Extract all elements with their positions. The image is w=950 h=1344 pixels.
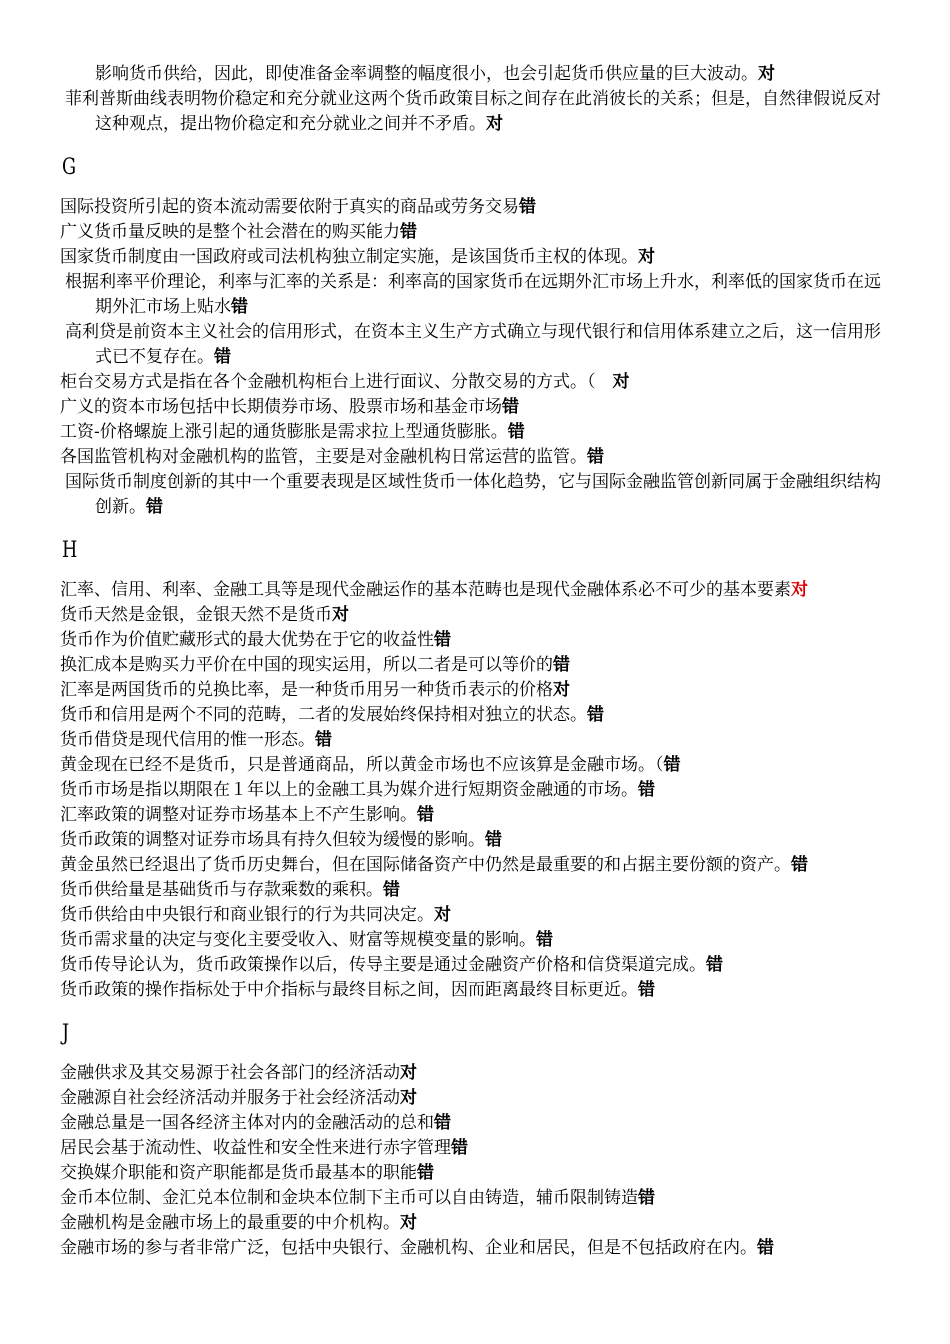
statement-text: 货币政策的调整对证券市场具有持久但较为缓慢的影响。 <box>60 830 485 850</box>
statement-text: 汇率、信用、利率、金融工具等是现代金融运作的基本范畴也是现代金融体系必不可少的基本要素 <box>60 580 791 600</box>
answer-mark: 错 <box>400 222 417 242</box>
answer-mark: 错 <box>706 955 723 975</box>
answer-mark: 错 <box>507 422 525 442</box>
answer-mark: 错 <box>383 880 400 900</box>
answer-mark: 错 <box>791 855 808 875</box>
statement-text: 金融源自社会经济活动并服务于社会经济活动 <box>60 1088 400 1108</box>
statement-line <box>60 978 894 1003</box>
statement-text: 金融市场的参与者非常广泛，包括中央银行、金融机构、企业和居民，但是不包括政府在内。 <box>60 1238 757 1258</box>
statement-text: 货币和信用是两个不同的范畴，二者的发展始终保持相对独立的状态。 <box>60 705 587 725</box>
section-letter-heading: J <box>62 1021 70 1046</box>
statement-text: 金融机构是金融市场上的最重要的中介机构。 <box>60 1213 400 1233</box>
answer-mark: 对 <box>434 905 451 925</box>
answer-mark: 对 <box>400 1063 417 1083</box>
statement-text: 货币作为价值贮藏形式的最大优势在于它的收益性 <box>60 630 434 650</box>
statement-text: 货币供给由中央银行和商业银行的行为共同决定。 <box>60 905 434 925</box>
statement-line <box>60 828 894 853</box>
statement-text: 汇率政策的调整对证券市场基本上不产生影响。 <box>60 805 417 825</box>
statement-line <box>60 853 894 878</box>
statement-line <box>60 578 894 603</box>
statement-text: 影响货币供给，因此，即使准备金率调整的幅度很小，也会引起货币供应量的巨大波动。 <box>95 64 758 84</box>
statement-line <box>60 370 894 395</box>
statement-line <box>60 928 894 953</box>
answer-mark: 错 <box>757 1238 774 1258</box>
statement-text: 金币本位制、金汇兑本位制和金块本位制下主币可以自由铸造，辅币限制铸造 <box>60 1188 638 1208</box>
statement-line <box>60 603 894 628</box>
statement-line <box>60 778 894 803</box>
statement-text: 金融供求及其交易源于社会各部门的经济活动 <box>60 1063 400 1083</box>
statement-text: 货币政策的操作指标处于中介指标与最终目标之间，因而距离最终目标更近。 <box>60 980 638 1000</box>
answer-mark: 对 <box>638 247 655 267</box>
answer-mark: 错 <box>638 1188 655 1208</box>
answer-mark: 错 <box>231 297 248 317</box>
statement-line <box>60 87 894 137</box>
statement-line <box>60 420 894 445</box>
answer-mark: 错 <box>536 930 553 950</box>
statement-line <box>60 628 894 653</box>
answer-mark: 错 <box>434 1113 451 1133</box>
answer-mark: 对 <box>612 372 630 392</box>
statement-text: 货币需求量的决定与变化主要受收入、财富等规模变量的影响。 <box>60 930 536 950</box>
answer-mark: 对 <box>791 580 808 600</box>
statement-text: 金融总量是一国各经济主体对内的金融活动的总和 <box>60 1113 434 1133</box>
statement-line <box>60 1111 894 1136</box>
statement-text: 汇率是两国货币的兑换比率，是一种货币用另一种货币表示的价格 <box>60 680 553 700</box>
answer-mark: 错 <box>485 830 502 850</box>
statement-line <box>60 753 894 778</box>
statement-line <box>60 1186 894 1211</box>
statement-text: 货币供给量是基础货币与存款乘数的乘积。 <box>60 880 383 900</box>
statement-line <box>60 320 894 370</box>
statement-line <box>60 395 894 420</box>
statement-line <box>60 1236 894 1261</box>
statement-text: 黄金虽然已经退出了货币历史舞台，但在国际储备资产中仍然是最重要的和占据主要份额的资产。 <box>60 855 791 875</box>
statement-text: 交换媒介职能和资产职能都是货币最基本的职能 <box>60 1163 417 1183</box>
statement-line <box>60 678 894 703</box>
statement-line <box>60 245 894 270</box>
answer-mark: 错 <box>146 497 163 517</box>
answer-mark: 对 <box>758 64 775 84</box>
answer-mark: 错 <box>638 980 655 1000</box>
statement-line <box>60 270 894 320</box>
statement-text: 货币借贷是现代信用的惟一形态。 <box>60 730 315 750</box>
statement-line <box>60 470 894 520</box>
section-letter-heading: H <box>62 538 78 563</box>
answer-mark: 对 <box>400 1213 417 1233</box>
statement-line <box>60 653 894 678</box>
answer-mark: 错 <box>417 1163 434 1183</box>
statement-text: 货币天然是金银，金银天然不是货币 <box>60 605 332 625</box>
statement-line <box>60 903 894 928</box>
statement-text: 广义的资本市场包括中长期债券市场、股票市场和基金市场 <box>60 397 502 417</box>
answer-mark: 错 <box>502 397 519 417</box>
answer-mark: 错 <box>315 730 332 750</box>
statement-text: 菲利普斯曲线表明物价稳定和充分就业这两个货币政策目标之间存在此消彼长的关系；但是，自然律假说反对这种观点，提出物价稳定和充分就业之间并不矛盾。 <box>65 89 881 134</box>
statement-text: 柜台交易方式是指在各个金融机构柜台上进行面议、分散交易的方式。（ <box>60 372 613 392</box>
statement-text: 换汇成本是购买力平价在中国的现实运用，所以二者是可以等价的 <box>60 655 553 675</box>
answer-mark: 错 <box>451 1138 468 1158</box>
answer-mark: 对 <box>400 1088 417 1108</box>
statement-text: 各国监管机构对金融机构的监管，主要是对金融机构日常运营的监管。 <box>60 447 587 467</box>
answer-mark: 错 <box>214 347 231 367</box>
answer-mark: 错 <box>434 630 451 650</box>
answer-mark: 错 <box>417 805 434 825</box>
statement-line <box>60 1136 894 1161</box>
answer-mark: 错 <box>587 447 604 467</box>
answer-mark: 对 <box>486 114 503 134</box>
statement-text: 国际投资所引起的资本流动需要依附于真实的商品或劳务交易 <box>60 197 519 217</box>
statement-text: 工资-价格螺旋上涨引起的通货膨胀是需求拉上型通货膨胀。 <box>60 422 508 442</box>
statement-line <box>60 703 894 728</box>
statement-text: 黄金现在已经不是货币，只是普通商品，所以黄金市场也不应该算是金融市场。（ <box>60 755 664 775</box>
statement-line <box>60 1211 894 1236</box>
statement-line <box>60 1086 894 1111</box>
statement-line <box>60 728 894 753</box>
section-letter-heading: G <box>62 155 77 180</box>
statement-text: 根据利率平价理论，利率与汇率的关系是：利率高的国家货币在远期外汇市场上升水，利率低的国家货币在远期外汇市场上贴水 <box>65 272 881 317</box>
answer-mark: 错 <box>663 755 681 775</box>
statement-line <box>60 878 894 903</box>
statement-line <box>60 195 894 220</box>
statement-text: 居民会基于流动性、收益性和安全性来进行赤字管理 <box>60 1138 451 1158</box>
answer-mark: 对 <box>553 680 570 700</box>
statement-line <box>60 1161 894 1186</box>
statement-line <box>60 953 894 978</box>
answer-mark: 对 <box>332 605 349 625</box>
statement-text: 货币市场是指以期限在１年以上的金融工具为媒介进行短期资金融通的市场。 <box>60 780 638 800</box>
answer-mark: 错 <box>587 705 604 725</box>
answer-mark: 错 <box>519 197 536 217</box>
statement-line <box>60 220 894 245</box>
statement-line <box>60 62 894 87</box>
statement-text: 货币传导论认为，货币政策操作以后，传导主要是通过金融资产价格和信贷渠道完成。 <box>60 955 706 975</box>
statement-text: 国际货币制度创新的其中一个重要表现是区域性货币一体化趋势，它与国际金融监管创新同属于金融组织结构创新。 <box>65 472 881 517</box>
statement-text: 高利贷是前资本主义社会的信用形式，在资本主义生产方式确立与现代银行和信用体系建立之后，这一信用形式已不复存在。 <box>65 322 881 367</box>
statement-text: 国家货币制度由一国政府或司法机构独立制定实施，是该国货币主权的体现。 <box>60 247 638 267</box>
answer-mark: 错 <box>553 655 570 675</box>
statement-text: 广义货币量反映的是整个社会潜在的购买能力 <box>60 222 400 242</box>
statement-line <box>60 803 894 828</box>
statement-line <box>60 1061 894 1086</box>
answer-mark: 错 <box>638 780 655 800</box>
statement-line <box>60 445 894 470</box>
